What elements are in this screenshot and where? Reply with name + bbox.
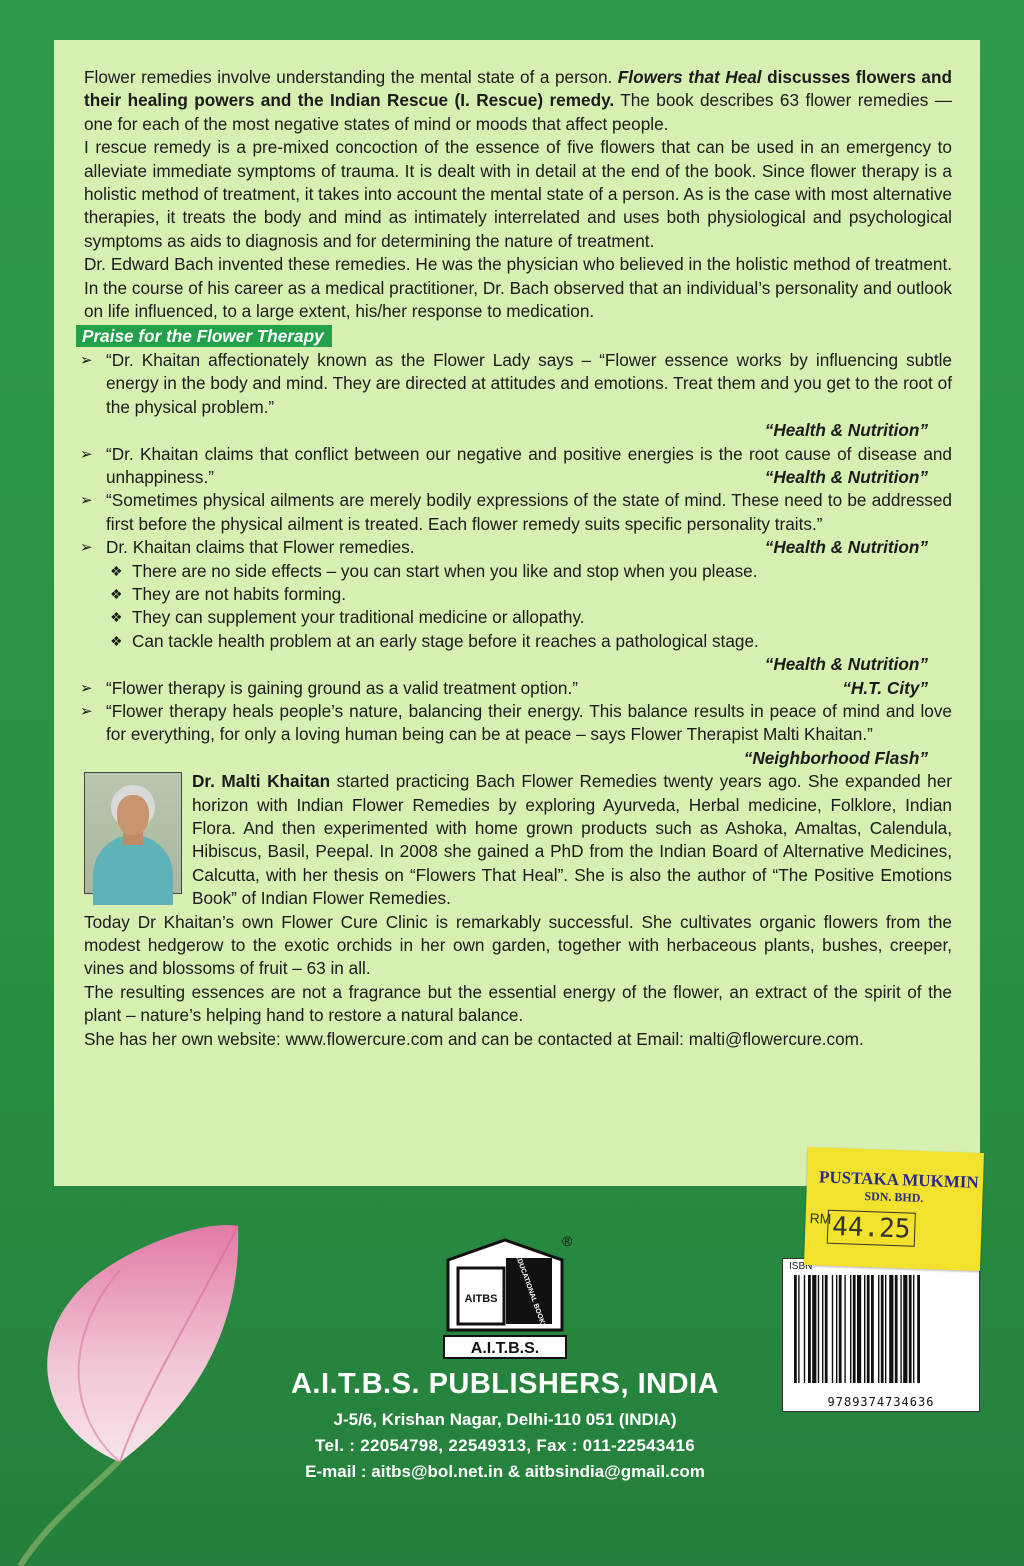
barcode-bars [786,1275,976,1385]
rescue-paragraph: I rescue remedy is a pre-mixed concoction of the essence of five flowers that can be used in an emergency to alleviate immediate symptoms of trauma. It is dealt with in detail at the end of the book. Since flower therapy is a holistic method of treatment, it takes into account the mental state of a person. As is the case with most alternative therapies, it treats the body and mind as intimately interrelated and uses both physiological and psychological symptoms as aids to diagnosis and for determining the nature of treatment. [84,137,952,251]
logo-text: AITBS [464,1293,498,1305]
publisher-address: J-5/6, Krishan Nagar, Delhi-110 051 (INDIA) [333,1410,677,1429]
intro-paragraph: Flower remedies involve understanding the mental state of a person. Flowers that Heal discusses flowers and their healing powers and the Indian Rescue (I. Rescue) remedy. The book describes 63 flower remedies — one for each of the most negative states of mind or moods that affect people. [84,67,952,134]
praise-item: ➢ “Flower therapy is gaining ground as a valid treatment option.” “H.T. City” [84,677,952,700]
logo-side-text: EDUCATIONAL BOOKS [513,1253,548,1330]
isbn-label: ISBN [789,1261,813,1272]
contact-paragraph: She has her own website: www.flowercure.com and can be contacted at Email: malti@flowercure.com. [84,1028,864,1049]
bach-paragraph: Dr. Edward Bach invented these remedies. He was the physician who believed in the holistic method of treatment. In the course of his career as a medical practitioner, Dr. Bach observed that an individual’s personality and outlook on life influenced, to a large extent, his/her response to medication. [84,254,952,322]
isbn-barcode [782,1258,980,1412]
praise-item: ➢ “Flower therapy heals people’s nature, balancing their energy. This balance results in peace of mind and love for everything, for only a loving human being can be at peace – says Flower Therapist Malti Khaitan.” “Neighborhood Flash” [84,700,952,770]
praise-item: ➢ “Sometimes physical ailments are merely bodily expressions of the state of mind. These need to be addressed first before the physical ailment is treated. Each flower remedy suits specific personality traits.” “Health & Nutrition” [84,489,952,536]
isbn-number: 9789374734636 [827,1395,935,1409]
publisher-name: A.I.T.B.S. PUBLISHERS, INDIA [290,1368,720,1400]
publisher-phone: Tel. : 22054798, 22549313, Fax : 011-22543416 [315,1436,695,1455]
author-photo [84,772,182,894]
quote-source: “H.T. City” [842,677,928,698]
quote-source: “Health & Nutrition” [764,420,928,441]
praise-list [84,349,952,770]
price-sticker [804,1147,984,1271]
quote-source: “Health & Nutrition” [764,466,928,487]
quote-source: “Neighborhood Flash” [743,747,928,768]
benefit-list [106,560,952,654]
benefit-item: ❖ They can supplement your traditional medicine or allopathy. [110,606,952,629]
benefit-item: ❖ Can tackle health problem at an early stage before it reaches a pathological stage. [110,630,952,653]
author-bio: Dr. Malti Khaitan started practicing Bach Flower Remedies twenty years ago. She expanded her horizon with Indian Flower Remedies by exploring Ayurveda, Herbal medicine, Folklore, Indian Flora. And then experimented with home grown products such as Ashoka, Amaltas, Calendula, Hibiscus, Basil, Peepal. In 2008 she gained a PhD from the Indian Board of Alternative Medicines, Calcutta, with her thesis on “Flowers That Heal”. She is also the author of “The Positive Emotions Book” of Indian Flower Remedies. [192,771,952,909]
praise-item: ➢ “Dr. Khaitan affectionately known as the Flower Lady says – “Flower essence works by influencing subtle energy in the body and mind. They are directed at attitudes and emotions. Treat them and you get to the root of the physical problem.” “Health & Nutrition” [84,349,952,443]
sticker-shop-suffix: SDN. BHD. [864,1188,924,1206]
sticker-price: 44.25 [827,1210,916,1247]
lotus-bud-illustration [0,1200,260,1566]
sticker-currency: RM [809,1210,832,1227]
essence-paragraph: The resulting essences are not a fragrance but the essential energy of the flower, an extract of the spirit of the plant – nature’s helping hand to restore a natural balance. [84,981,952,1026]
author-name: Dr. Malti Khaitan [192,771,331,792]
logo-caption: A.I.T.B.S. [470,1340,540,1357]
praise-heading: Praise for the Flower Therapy [76,325,332,347]
benefit-item: ❖ They are not habits forming. [110,583,952,606]
quote-source: “Health & Nutrition” [764,654,928,675]
registered-mark: ® [562,1233,573,1249]
quote-source: “Health & Nutrition” [764,537,928,558]
clinic-paragraph: Today Dr Khaitan’s own Flower Cure Clinic is remarkably successful. She cultivates organic flowers from the modest hedgerow to the exotic orchids in her own garden, together with herbaceous plants, bushes, creeper, vines and blossoms of fruit – 63 in all. [84,911,952,979]
praise-item: ➢ “Dr. Khaitan claims that conflict between our negative and positive energies is the root cause of disease and unhappiness.” “Health & Nutrition” [84,443,952,490]
benefit-item: ❖ There are no side effects – you can start when you like and stop when you please. [110,560,952,583]
publisher-email: E-mail : aitbs@bol.net.in & aitbsindia@gmail.com [305,1462,705,1481]
praise-item: ➢ Dr. Khaitan claims that Flower remedies. ❖ There are no side effects – you can start when you like and stop when you please. ❖ They are not habits forming. ❖ They can supplement your traditional medicine or allopathy. ❖ Can tackle health problem at an early stage before it reaches a pathological stage. “Health & Nutrition” [84,536,952,676]
back-cover-text-panel [54,40,980,1186]
sticker-shop-name: PUSTAKA MUKMIN [818,1167,980,1192]
publisher-logo [440,1232,573,1362]
